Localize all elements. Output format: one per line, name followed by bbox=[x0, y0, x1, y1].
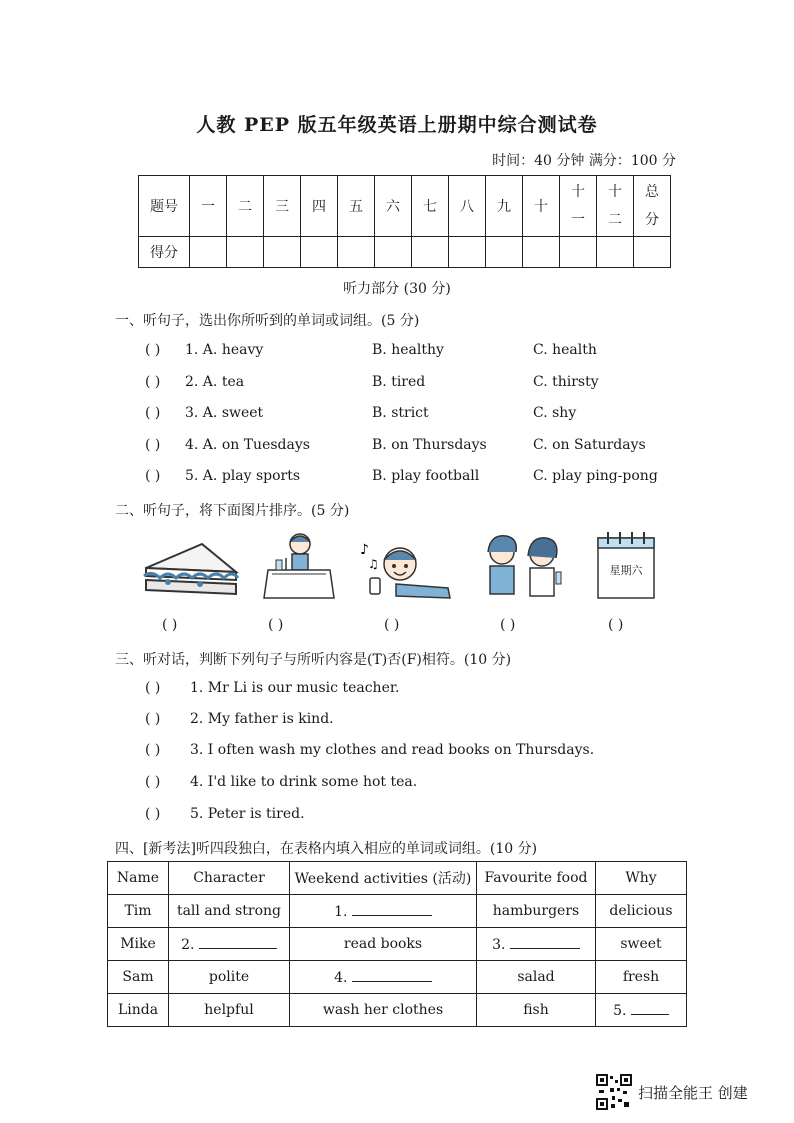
table-header: Character bbox=[169, 862, 290, 895]
blank-cell[interactable]: 1. bbox=[290, 895, 477, 928]
score-cell[interactable] bbox=[301, 237, 338, 268]
option-b: B. strict bbox=[372, 405, 429, 421]
score-col: 七 bbox=[412, 176, 449, 237]
score-col-total: 总分 bbox=[634, 176, 671, 237]
score-table bbox=[138, 175, 671, 268]
section2-title: 二、听句子，将下面图片排序。(5 分) bbox=[115, 503, 350, 519]
option-c: C. thirsty bbox=[533, 374, 599, 390]
table-row bbox=[108, 895, 687, 928]
score-col: 八 bbox=[449, 176, 486, 237]
monologue-table bbox=[107, 861, 687, 1027]
option-a: 1. A. heavy bbox=[185, 342, 264, 358]
page-title: 人教 PEP 版五年级英语上册期中综合测试卷 bbox=[196, 114, 598, 136]
table-cell: fresh bbox=[596, 961, 687, 994]
table-cell: polite bbox=[169, 961, 290, 994]
table-row bbox=[108, 961, 687, 994]
boy-listening-music-picture bbox=[356, 538, 460, 602]
tf-statement: 1. Mr Li is our music teacher. bbox=[190, 680, 400, 696]
blank-cell[interactable]: 2. bbox=[169, 928, 290, 961]
option-c: C. play ping-pong bbox=[533, 468, 658, 484]
boy-drinking-picture bbox=[258, 530, 340, 604]
table-row bbox=[108, 994, 687, 1027]
blank-cell[interactable]: 3. bbox=[477, 928, 596, 961]
svg-text:♫: ♫ bbox=[368, 557, 379, 571]
picture-order-paren[interactable]: ( ) bbox=[500, 617, 516, 633]
table-header: Why bbox=[596, 862, 687, 895]
section1-answer-paren[interactable]: ( ) bbox=[145, 374, 161, 390]
picture-order-paren[interactable]: ( ) bbox=[268, 617, 284, 633]
section4-title: 四、[新考法]听四段独白，在表格内填入相应的单词或词组。(10 分) bbox=[115, 841, 538, 857]
table-cell: delicious bbox=[596, 895, 687, 928]
score-cell[interactable] bbox=[449, 237, 486, 268]
answer-blank[interactable] bbox=[631, 1002, 669, 1015]
table-cell: Tim bbox=[108, 895, 169, 928]
table-header: Weekend activities (活动) bbox=[290, 862, 477, 895]
table-cell: wash her clothes bbox=[290, 994, 477, 1027]
section1-answer-paren[interactable]: ( ) bbox=[145, 437, 161, 453]
score-cell[interactable] bbox=[560, 237, 597, 268]
table-cell: read books bbox=[290, 928, 477, 961]
option-c: C. shy bbox=[533, 405, 577, 421]
score-row-label: 得分 bbox=[139, 237, 190, 268]
score-col: 二 bbox=[227, 176, 264, 237]
tf-answer-paren[interactable]: ( ) bbox=[145, 680, 161, 696]
score-cell[interactable] bbox=[338, 237, 375, 268]
blank-cell[interactable]: 4. bbox=[290, 961, 477, 994]
option-c: C. health bbox=[533, 342, 597, 358]
section1-answer-paren[interactable]: ( ) bbox=[145, 405, 161, 421]
score-col: 一 bbox=[190, 176, 227, 237]
calendar-label: 星期六 bbox=[609, 564, 643, 577]
table-cell: helpful bbox=[169, 994, 290, 1027]
picture-order-paren[interactable]: ( ) bbox=[162, 617, 178, 633]
tf-statement: 4. I'd like to drink some hot tea. bbox=[190, 774, 418, 790]
score-col: 四 bbox=[301, 176, 338, 237]
table-cell: fish bbox=[477, 994, 596, 1027]
blank-cell[interactable]: 5. bbox=[596, 994, 687, 1027]
table-cell: Sam bbox=[108, 961, 169, 994]
picture-order-paren[interactable]: ( ) bbox=[608, 617, 624, 633]
table-cell: sweet bbox=[596, 928, 687, 961]
option-a: 2. A. tea bbox=[185, 374, 245, 390]
calendar-picture bbox=[596, 530, 656, 600]
scanner-footer bbox=[596, 1074, 748, 1110]
table-row bbox=[108, 928, 687, 961]
footer-text: 扫描全能王 创建 bbox=[638, 1083, 748, 1102]
tf-statement: 5. Peter is tired. bbox=[190, 806, 305, 822]
score-cell[interactable] bbox=[486, 237, 523, 268]
score-cell[interactable] bbox=[412, 237, 449, 268]
sandwich-picture bbox=[140, 538, 242, 602]
section1-answer-paren[interactable]: ( ) bbox=[145, 468, 161, 484]
score-col: 十一 bbox=[560, 176, 597, 237]
answer-blank[interactable] bbox=[199, 936, 277, 949]
table-cell: hamburgers bbox=[477, 895, 596, 928]
qr-code-icon bbox=[596, 1074, 632, 1110]
section3-title: 三、听对话，判断下列句子与所听内容是(T)否(F)相符。(10 分) bbox=[115, 652, 512, 668]
score-col: 十 bbox=[523, 176, 560, 237]
score-col: 十二 bbox=[597, 176, 634, 237]
answer-blank[interactable] bbox=[352, 969, 432, 982]
option-a: 3. A. sweet bbox=[185, 405, 264, 421]
score-col: 九 bbox=[486, 176, 523, 237]
section1-title: 一、听句子，选出你所听到的单词或词组。(5 分) bbox=[115, 313, 420, 329]
answer-blank[interactable] bbox=[510, 936, 580, 949]
option-c: C. on Saturdays bbox=[533, 437, 646, 453]
table-cell: Mike bbox=[108, 928, 169, 961]
table-cell: salad bbox=[477, 961, 596, 994]
option-b: B. healthy bbox=[372, 342, 444, 358]
tf-answer-paren[interactable]: ( ) bbox=[145, 806, 161, 822]
table-header: Favourite food bbox=[477, 862, 596, 895]
exam-meta: 时间：40 分钟 满分：100 分 bbox=[492, 153, 676, 169]
listening-header: 听力部分 (30 分) bbox=[343, 281, 451, 297]
tf-statement: 3. I often wash my clothes and read books on Thursdays. bbox=[190, 742, 595, 758]
tf-answer-paren[interactable]: ( ) bbox=[145, 774, 161, 790]
table-cell: tall and strong bbox=[169, 895, 290, 928]
picture-order-paren[interactable]: ( ) bbox=[384, 617, 400, 633]
score-cell[interactable] bbox=[634, 237, 671, 268]
score-row-label: 题号 bbox=[139, 176, 190, 237]
option-a: 5. A. play sports bbox=[185, 468, 301, 484]
option-a: 4. A. on Tuesdays bbox=[185, 437, 310, 453]
section1-answer-paren[interactable]: ( ) bbox=[145, 342, 161, 358]
option-b: B. tired bbox=[372, 374, 426, 390]
score-cell[interactable] bbox=[190, 237, 227, 268]
table-header: Name bbox=[108, 862, 169, 895]
answer-blank[interactable] bbox=[352, 903, 432, 916]
two-children-picture bbox=[476, 532, 570, 602]
score-cell[interactable] bbox=[375, 237, 412, 268]
tf-answer-paren[interactable]: ( ) bbox=[145, 742, 161, 758]
score-col: 五 bbox=[338, 176, 375, 237]
tf-answer-paren[interactable]: ( ) bbox=[145, 711, 161, 727]
score-cell[interactable] bbox=[523, 237, 560, 268]
score-col: 三 bbox=[264, 176, 301, 237]
table-cell: Linda bbox=[108, 994, 169, 1027]
score-cell[interactable] bbox=[264, 237, 301, 268]
option-b: B. play football bbox=[372, 468, 480, 484]
tf-statement: 2. My father is kind. bbox=[190, 711, 334, 727]
score-cell[interactable] bbox=[227, 237, 264, 268]
score-cell[interactable] bbox=[597, 237, 634, 268]
svg-text:♪: ♪ bbox=[360, 542, 369, 558]
score-col: 六 bbox=[375, 176, 412, 237]
option-b: B. on Thursdays bbox=[372, 437, 487, 453]
